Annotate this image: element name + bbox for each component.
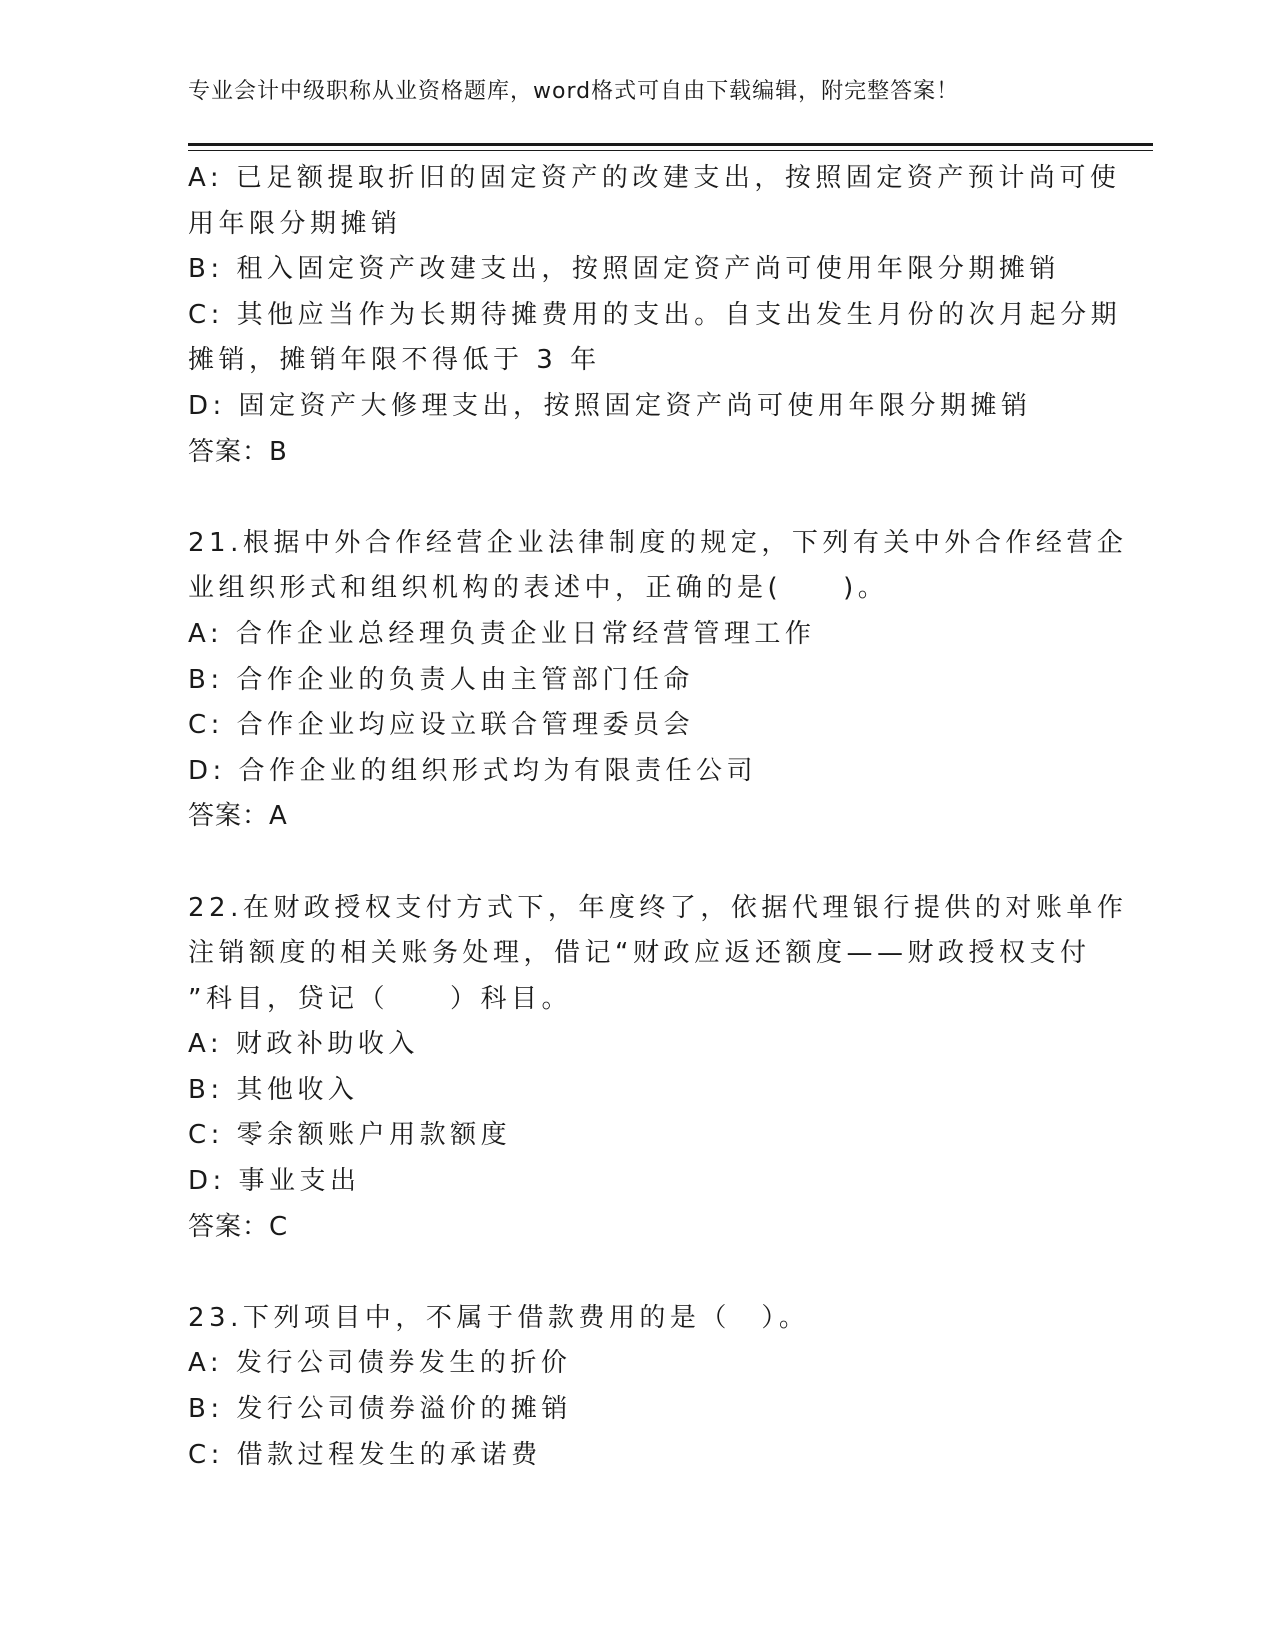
option-c: C: 借款过程发生的承诺费 [188,1439,542,1470]
option-a: A: 财政补助收入 [188,1029,419,1060]
question-stem-continued: 业组织形式和组织机构的表述中，正确的是( )。 [188,573,889,604]
option-b: B: 其他收入 [188,1074,359,1105]
page-header: 专业会计中级职称从业资格题库，word格式可自由下载编辑，附完整答案！ [188,79,960,104]
header-rule-thin [188,150,1153,151]
option-a: A: 已足额提取折旧的固定资产的改建支出，按照固定资产预计尚可使 [188,163,1121,193]
question-23 [188,1296,1088,1478]
answer: 答案：C [188,1211,289,1242]
question-20-tail [188,156,1122,475]
question-22 [188,886,1128,1251]
option-d: D: 合作企业的组织形式均为有限责任公司 [188,755,758,786]
option-a-continued: 用年限分期摊销 [188,208,402,239]
option-a: A: 发行公司债券发生的折价 [188,1348,572,1379]
question-stem-continued: ”科目，贷记（ ）科目。 [188,983,572,1014]
option-b: B: 合作企业的负责人由主管部门任命 [188,664,694,695]
document-body [188,156,1128,1478]
option-b: B: 发行公司债券溢价的摊销 [188,1394,572,1425]
spacer [188,840,1088,886]
spacer [188,1250,1088,1296]
option-c-continued: 摊销，摊销年限不得低于 3 年 [188,345,601,376]
option-c: C: 合作企业均应设立联合管理委员会 [188,710,695,741]
question-stem: 21.根据中外合作经营企业法律制度的规定，下列有关中外合作经营企 [188,527,1128,558]
spacer [188,475,1088,521]
question-stem: 22.在财政授权支付方式下，年度终了，依据代理银行提供的对账单作 [188,892,1128,923]
option-d: D: 事业支出 [188,1166,361,1197]
question-21 [188,521,1128,840]
option-d: D: 固定资产大修理支出，按照固定资产尚可使用年限分期摊销 [188,390,1032,421]
option-c: C: 其他应当作为长期待摊费用的支出。自支出发生月份的次月起分期 [188,299,1122,330]
answer: 答案：A [188,801,288,832]
question-stem: 23.下列项目中，不属于借款费用的是（ ）。 [188,1302,810,1333]
option-c: C: 零余额账户用款额度 [188,1120,512,1151]
answer: 答案：B [188,436,288,467]
option-a: A: 合作企业总经理负责企业日常经营管理工作 [188,618,816,649]
header-rule-thick [188,143,1153,146]
question-stem-continued: 注销额度的相关账务处理，借记“财政应返还额度——财政授权支付 [188,938,1091,969]
option-b: B: 租入固定资产改建支出，按照固定资产尚可使用年限分期摊销 [188,254,1060,285]
